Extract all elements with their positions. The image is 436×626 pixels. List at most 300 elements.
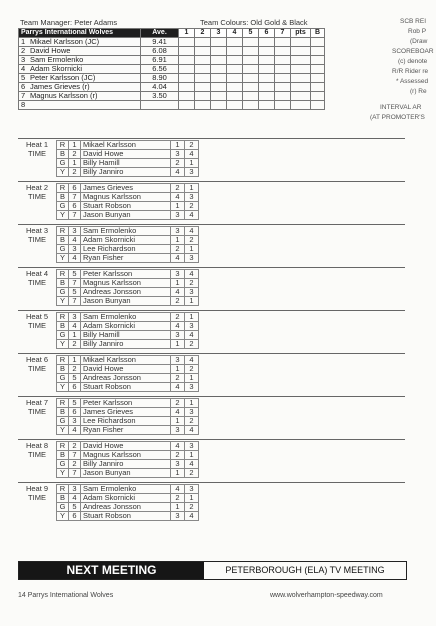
- team-rider-row: [19, 83, 325, 92]
- heat-row: [57, 322, 199, 331]
- rider-number: 3: [69, 417, 81, 426]
- score-a: 1: [171, 141, 185, 150]
- score-a: 2: [171, 245, 185, 254]
- heat-row: [57, 442, 199, 451]
- heat-time-label: TIME: [28, 149, 46, 158]
- gate-colour: R: [57, 485, 69, 494]
- heat-row: [57, 399, 199, 408]
- score-b: 2: [185, 365, 199, 374]
- heat-label-group: [18, 269, 56, 287]
- rider-number: 1: [21, 37, 26, 46]
- score-cell: [243, 38, 259, 47]
- score-cell: [259, 74, 275, 83]
- heat-row: [57, 426, 199, 435]
- gate-colour: Y: [57, 469, 69, 478]
- rider-number: 4: [69, 426, 81, 435]
- heat-title: Heat 3: [25, 226, 49, 235]
- gate-colour: G: [57, 159, 69, 168]
- score-column-header: 1: [179, 29, 195, 38]
- score-cell: [211, 47, 227, 56]
- score-b: 1: [185, 451, 199, 460]
- next-meeting-bar: [18, 561, 407, 580]
- gate-colour: Y: [57, 426, 69, 435]
- score-b: 1: [185, 313, 199, 322]
- rider-name: Andreas Jonsson: [81, 374, 171, 383]
- rider-number: 5: [69, 374, 81, 383]
- gate-colour: R: [57, 399, 69, 408]
- rider-number: 7: [69, 279, 81, 288]
- score-cell: [243, 92, 259, 101]
- score-a: 4: [171, 288, 185, 297]
- score-cell: [179, 38, 195, 47]
- rider-average: 6.91: [141, 56, 179, 65]
- score-cell: [291, 65, 311, 74]
- heat-row: [57, 512, 199, 521]
- rider-name: James Grieves (r): [30, 82, 90, 91]
- heat-row: [57, 168, 199, 177]
- rider-number: 6: [21, 82, 26, 91]
- heat-row: [57, 184, 199, 193]
- score-a: 3: [171, 270, 185, 279]
- rider-number: 7: [69, 193, 81, 202]
- gate-colour: R: [57, 184, 69, 193]
- score-b: 1: [185, 184, 199, 193]
- heat-label-group: [18, 484, 56, 502]
- heat-block: [18, 312, 405, 352]
- rider-name: Ryan Fisher: [81, 254, 171, 263]
- rider-number: 4: [69, 322, 81, 331]
- score-cell: [227, 38, 243, 47]
- heat-title: Heat 7: [25, 398, 49, 407]
- heat-table: [56, 183, 199, 220]
- rider-name: Stuart Robson: [81, 383, 171, 392]
- heat-separator: [18, 267, 405, 268]
- gate-colour: B: [57, 150, 69, 159]
- score-cell: [259, 92, 275, 101]
- rider-name: Mikael Karlsson: [81, 356, 171, 365]
- heat-title: Heat 9: [25, 484, 49, 493]
- heat-block: [18, 398, 405, 438]
- score-a: 1: [171, 236, 185, 245]
- score-cell: [291, 56, 311, 65]
- heat-separator: [18, 181, 405, 182]
- heat-row: [57, 211, 199, 220]
- score-b: 1: [185, 374, 199, 383]
- team-table: [18, 28, 325, 110]
- score-cell: [179, 65, 195, 74]
- score-a: 3: [171, 227, 185, 236]
- heat-row: [57, 460, 199, 469]
- heat-row: [57, 202, 199, 211]
- rider-entry: [19, 38, 141, 47]
- rider-number: 8: [21, 100, 26, 109]
- team-title: Parrys International Wolves: [19, 29, 141, 38]
- score-cell: [311, 56, 325, 65]
- heat-row: [57, 270, 199, 279]
- heat-row: [57, 451, 199, 460]
- heat-table: [56, 269, 199, 306]
- rider-name: Jason Bunyan: [81, 211, 171, 220]
- score-cell: [243, 65, 259, 74]
- score-a: 4: [171, 193, 185, 202]
- rider-number: 4: [69, 236, 81, 245]
- rider-number: 2: [69, 460, 81, 469]
- heat-separator: [18, 353, 405, 354]
- score-b: 3: [185, 442, 199, 451]
- score-cell: [211, 56, 227, 65]
- rider-number: 2: [69, 168, 81, 177]
- footer-page-info: 14 Parrys International Wolves: [18, 592, 114, 599]
- rider-name: Mikael Karlsson: [81, 141, 171, 150]
- rider-number: 2: [69, 365, 81, 374]
- rider-name: Sam Ermolenko: [81, 485, 171, 494]
- score-cell: [195, 101, 211, 110]
- score-cell: [211, 74, 227, 83]
- heat-row: [57, 340, 199, 349]
- score-b: 1: [185, 245, 199, 254]
- score-a: 4: [171, 322, 185, 331]
- heat-label-group: [18, 226, 56, 244]
- rider-number: 5: [69, 288, 81, 297]
- score-a: 1: [171, 365, 185, 374]
- rider-name: Adam Skornicki: [81, 236, 171, 245]
- gate-colour: B: [57, 494, 69, 503]
- rider-number: 4: [21, 64, 26, 73]
- heat-block: [18, 269, 405, 309]
- score-cell: [211, 65, 227, 74]
- heat-time-label: TIME: [28, 278, 46, 287]
- rider-name: David Howe: [81, 365, 171, 374]
- score-cell: [243, 83, 259, 92]
- rider-entry: [19, 101, 141, 110]
- heat-table: [56, 355, 199, 392]
- rider-name: Magnus Karlsson: [81, 279, 171, 288]
- next-meeting-label: NEXT MEETING: [19, 562, 204, 579]
- heat-table: [56, 398, 199, 435]
- heat-separator: [18, 310, 405, 311]
- team-rider-row: [19, 101, 325, 110]
- score-b: 4: [185, 460, 199, 469]
- rider-name: Peter Karlsson: [81, 270, 171, 279]
- score-cell: [179, 83, 195, 92]
- rider-average: 6.56: [141, 65, 179, 74]
- heat-block: [18, 226, 405, 266]
- heat-row: [57, 469, 199, 478]
- rider-name: Mikael Karlsson (JC): [30, 37, 100, 46]
- side-note: SCB REI: [400, 18, 427, 25]
- rider-number: 6: [69, 184, 81, 193]
- side-note: (r) Re: [410, 88, 427, 95]
- score-b: 4: [185, 270, 199, 279]
- heat-label-group: [18, 140, 56, 158]
- heat-separator: [18, 396, 405, 397]
- score-column-header: pts: [291, 29, 311, 38]
- gate-colour: Y: [57, 168, 69, 177]
- rider-number: 1: [69, 141, 81, 150]
- score-b: 1: [185, 297, 199, 306]
- heat-time-label: TIME: [28, 364, 46, 373]
- gate-colour: G: [57, 417, 69, 426]
- score-cell: [195, 38, 211, 47]
- score-cell: [291, 74, 311, 83]
- rider-number: 7: [69, 297, 81, 306]
- rider-name: Peter Karlsson (JC): [30, 73, 96, 82]
- heat-title: Heat 6: [25, 355, 49, 364]
- score-cell: [179, 56, 195, 65]
- heat-row: [57, 383, 199, 392]
- rider-number: 6: [69, 408, 81, 417]
- score-column-header: 2: [195, 29, 211, 38]
- score-a: 3: [171, 512, 185, 521]
- gate-colour: R: [57, 442, 69, 451]
- score-b: 3: [185, 254, 199, 263]
- rider-name: Magnus Karlsson (r): [30, 91, 98, 100]
- score-b: 1: [185, 399, 199, 408]
- heat-title: Heat 4: [25, 269, 49, 278]
- score-cell: [275, 38, 291, 47]
- heat-row: [57, 279, 199, 288]
- rider-average: 3.50: [141, 92, 179, 101]
- rider-name: Magnus Karlsson: [81, 193, 171, 202]
- heat-block: [18, 183, 405, 223]
- score-cell: [195, 74, 211, 83]
- rider-entry: [19, 83, 141, 92]
- score-a: 4: [171, 168, 185, 177]
- rider-name: Stuart Robson: [81, 202, 171, 211]
- rider-name: Adam Skornicki: [30, 64, 83, 73]
- rider-number: 1: [69, 331, 81, 340]
- average-header: Ave.: [141, 29, 179, 38]
- gate-colour: B: [57, 365, 69, 374]
- score-cell: [275, 92, 291, 101]
- score-cell: [243, 47, 259, 56]
- rider-name: Sam Ermolenko: [81, 313, 171, 322]
- rider-name: David Howe: [81, 150, 171, 159]
- score-cell: [311, 38, 325, 47]
- score-b: 4: [185, 227, 199, 236]
- score-a: 1: [171, 279, 185, 288]
- rider-number: 6: [69, 383, 81, 392]
- score-cell: [311, 92, 325, 101]
- score-cell: [311, 47, 325, 56]
- gate-colour: R: [57, 227, 69, 236]
- score-cell: [259, 65, 275, 74]
- score-cell: [311, 74, 325, 83]
- score-a: 2: [171, 297, 185, 306]
- team-rider-row: [19, 65, 325, 74]
- score-b: 4: [185, 356, 199, 365]
- rider-number: 3: [69, 227, 81, 236]
- side-note: INTERVAL AR: [380, 104, 422, 111]
- score-cell: [311, 83, 325, 92]
- heat-separator: [18, 138, 405, 139]
- rider-name: Billy Janniro: [81, 168, 171, 177]
- side-note: Rob P: [408, 28, 427, 35]
- gate-colour: G: [57, 202, 69, 211]
- rider-number: 2: [69, 340, 81, 349]
- heat-row: [57, 313, 199, 322]
- rider-name: Magnus Karlsson: [81, 451, 171, 460]
- score-a: 3: [171, 211, 185, 220]
- footer-website: www.wolverhampton-speedway.com: [270, 592, 383, 599]
- score-cell: [291, 47, 311, 56]
- score-b: 2: [185, 340, 199, 349]
- score-b: 4: [185, 150, 199, 159]
- score-cell: [227, 74, 243, 83]
- rider-name: Billy Hamill: [81, 159, 171, 168]
- heat-time-label: TIME: [28, 407, 46, 416]
- score-cell: [275, 74, 291, 83]
- score-b: 1: [185, 494, 199, 503]
- rider-name: Jason Bunyan: [81, 469, 171, 478]
- rider-entry: [19, 74, 141, 83]
- heat-row: [57, 288, 199, 297]
- gate-colour: Y: [57, 383, 69, 392]
- rider-average: 9.41: [141, 38, 179, 47]
- heat-title: Heat 2: [25, 183, 49, 192]
- score-cell: [227, 83, 243, 92]
- rider-name: David Howe: [30, 46, 71, 55]
- gate-colour: Y: [57, 297, 69, 306]
- heat-time-label: TIME: [28, 192, 46, 201]
- score-column-header: B: [311, 29, 325, 38]
- score-cell: [275, 101, 291, 110]
- rider-number: 6: [69, 512, 81, 521]
- score-b: 2: [185, 469, 199, 478]
- rider-name: David Howe: [81, 442, 171, 451]
- score-column-header: 6: [259, 29, 275, 38]
- score-b: 2: [185, 141, 199, 150]
- heat-table: [56, 140, 199, 177]
- score-cell: [291, 38, 311, 47]
- score-cell: [227, 65, 243, 74]
- gate-colour: G: [57, 288, 69, 297]
- rider-name: Jason Bunyan: [81, 297, 171, 306]
- team-rider-row: [19, 38, 325, 47]
- rider-name: Adam Skornicki: [81, 322, 171, 331]
- rider-average: 8.90: [141, 74, 179, 83]
- gate-colour: Y: [57, 512, 69, 521]
- score-a: 3: [171, 460, 185, 469]
- gate-colour: G: [57, 245, 69, 254]
- score-a: 2: [171, 451, 185, 460]
- gate-colour: R: [57, 141, 69, 150]
- rider-number: 1: [69, 356, 81, 365]
- rider-number: 7: [69, 211, 81, 220]
- score-a: 1: [171, 340, 185, 349]
- score-cell: [195, 47, 211, 56]
- heat-time-label: TIME: [28, 235, 46, 244]
- rider-name: Sam Ermolenko: [30, 55, 84, 64]
- heat-title: Heat 1: [25, 140, 49, 149]
- gate-colour: R: [57, 270, 69, 279]
- rider-name: James Grieves: [81, 408, 171, 417]
- score-cell: [259, 56, 275, 65]
- heat-row: [57, 159, 199, 168]
- score-a: 4: [171, 254, 185, 263]
- gate-colour: G: [57, 503, 69, 512]
- score-b: 4: [185, 426, 199, 435]
- score-cell: [227, 56, 243, 65]
- rider-number: 4: [69, 494, 81, 503]
- gate-colour: B: [57, 451, 69, 460]
- score-a: 4: [171, 442, 185, 451]
- score-cell: [311, 65, 325, 74]
- rider-name: James Grieves: [81, 184, 171, 193]
- rider-entry: [19, 92, 141, 101]
- score-column-header: 7: [275, 29, 291, 38]
- score-b: 4: [185, 211, 199, 220]
- gate-colour: B: [57, 236, 69, 245]
- heat-row: [57, 485, 199, 494]
- score-cell: [179, 101, 195, 110]
- rider-number: 5: [21, 73, 26, 82]
- rider-entry: [19, 56, 141, 65]
- score-a: 4: [171, 408, 185, 417]
- heat-block: [18, 441, 405, 481]
- score-b: 2: [185, 503, 199, 512]
- score-cell: [259, 47, 275, 56]
- side-note: * Assessed: [396, 78, 429, 85]
- team-colours: Team Colours: Old Gold & Black: [200, 18, 308, 27]
- score-cell: [195, 83, 211, 92]
- score-b: 2: [185, 236, 199, 245]
- heat-table: [56, 484, 199, 521]
- heat-table: [56, 226, 199, 263]
- rider-entry: [19, 47, 141, 56]
- heat-separator: [18, 224, 405, 225]
- heat-separator: [18, 482, 405, 483]
- rider-number: 7: [69, 451, 81, 460]
- score-a: 4: [171, 485, 185, 494]
- score-cell: [275, 65, 291, 74]
- gate-colour: Y: [57, 254, 69, 263]
- score-b: 4: [185, 331, 199, 340]
- rider-number: 3: [21, 55, 26, 64]
- gate-colour: R: [57, 356, 69, 365]
- score-b: 2: [185, 202, 199, 211]
- rider-number: 3: [69, 485, 81, 494]
- score-cell: [275, 83, 291, 92]
- rider-name: Andreas Jonsson: [81, 288, 171, 297]
- rider-name: Sam Ermolenko: [81, 227, 171, 236]
- score-a: 2: [171, 374, 185, 383]
- score-b: 3: [185, 193, 199, 202]
- score-b: 2: [185, 417, 199, 426]
- score-cell: [179, 92, 195, 101]
- side-note: SCOREBOAR: [392, 48, 434, 55]
- score-cell: [211, 83, 227, 92]
- heat-label-group: [18, 441, 56, 459]
- rider-number: 2: [69, 150, 81, 159]
- rider-number: 6: [69, 202, 81, 211]
- rider-name: Peter Karlsson: [81, 399, 171, 408]
- heat-block: [18, 355, 405, 395]
- rider-number: 4: [69, 254, 81, 263]
- rider-number: 7: [69, 469, 81, 478]
- score-cell: [291, 92, 311, 101]
- score-cell: [291, 101, 311, 110]
- score-cell: [211, 92, 227, 101]
- score-cell: [211, 101, 227, 110]
- rider-name: Ryan Fisher: [81, 426, 171, 435]
- heat-time-label: TIME: [28, 321, 46, 330]
- score-cell: [259, 101, 275, 110]
- score-a: 2: [171, 159, 185, 168]
- rider-entry: [19, 65, 141, 74]
- score-b: 3: [185, 485, 199, 494]
- heat-row: [57, 494, 199, 503]
